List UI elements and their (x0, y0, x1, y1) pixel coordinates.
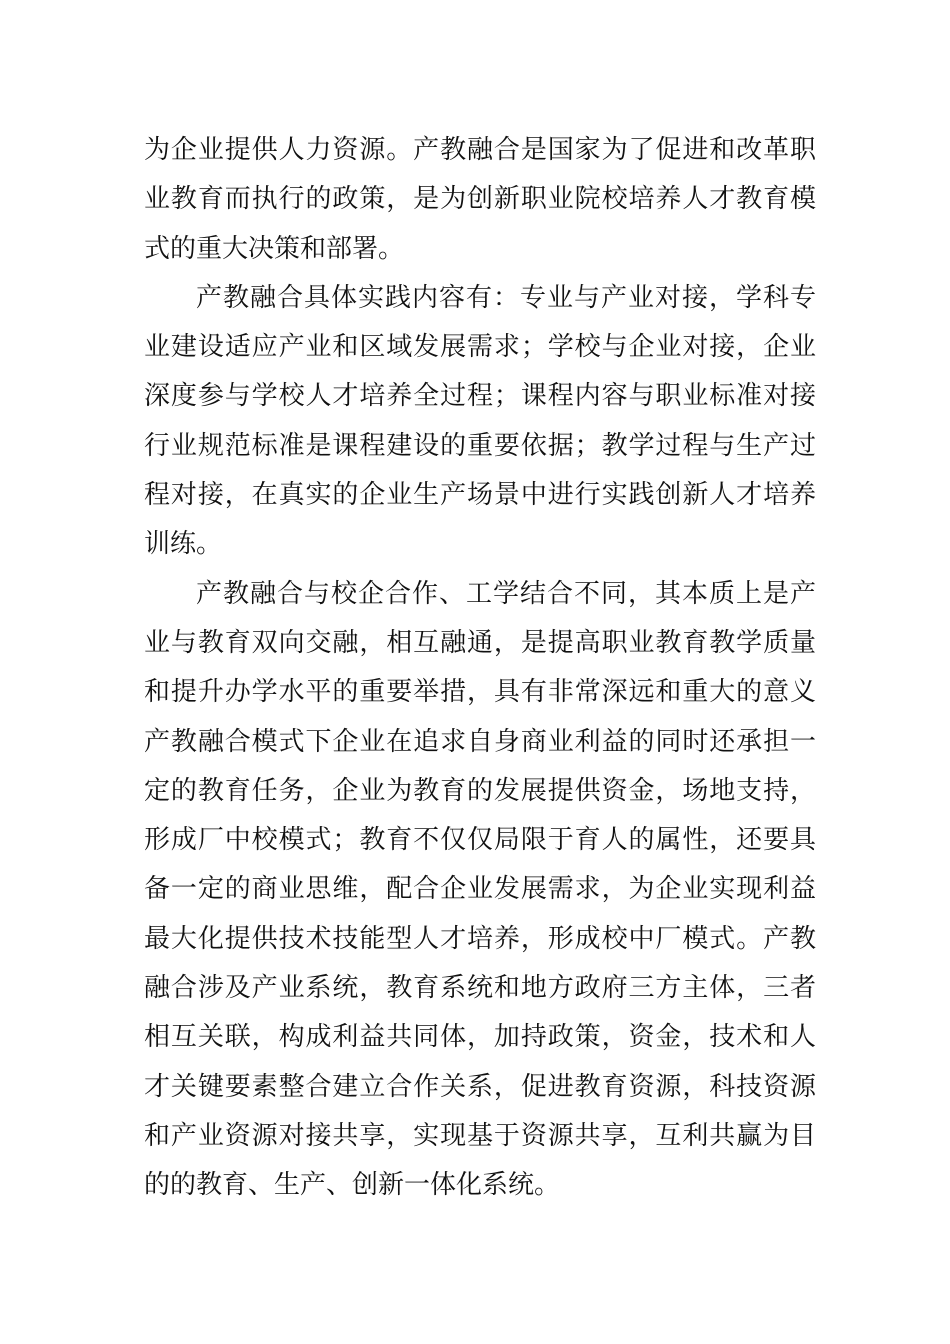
text-line: 业教育而执行的政策，是为创新职业院校培养人才教育模 (144, 184, 816, 215)
text-line: 行业规范标准是课程建设的重要依据；教学过程与生产过 (144, 430, 816, 461)
text-line: 形成厂中校模式；教育不仅仅局限于育人的属性，还要具 (144, 825, 816, 856)
text-line: 定的教育任务，企业为教育的发展提供资金，场地支持， (144, 775, 816, 806)
paragraph (144, 126, 816, 274)
text-line: 产教融合与校企合作、工学结合不同，其本质上是产 (196, 578, 816, 609)
paragraph (144, 274, 816, 570)
document-body (144, 126, 816, 1211)
text-line: 业与教育双向交融，相互融通，是提高职业教育教学质量 (144, 627, 816, 658)
text-line: 融合涉及产业系统，教育系统和地方政府三方主体，三者 (144, 973, 816, 1004)
text-line: 产教融合模式下企业在追求自身商业利益的同时还承担一 (144, 726, 816, 757)
text-line: 程对接，在真实的企业生产场景中进行实践创新人才培养 (144, 480, 816, 511)
paragraph (144, 570, 816, 1211)
text-line: 最大化提供技术技能型人才培养，形成校中厂模式。产教 (144, 923, 816, 954)
text-line: 才关键要素整合建立合作关系，促进教育资源，科技资源 (144, 1071, 816, 1102)
text-line: 相互关联，构成利益共同体，加持政策，资金，技术和人 (144, 1022, 816, 1053)
text-line: 训练。 (144, 529, 223, 560)
text-line: 和提升办学水平的重要举措，具有非常深远和重大的意义 (144, 677, 816, 708)
text-line: 业建设适应产业和区域发展需求；学校与企业对接，企业 (144, 332, 816, 363)
text-line: 深度参与学校人才培养全过程；课程内容与职业标准对接 (144, 381, 816, 412)
text-line: 式的重大决策和部署。 (144, 233, 405, 264)
text-line: 和产业资源对接共享，实现基于资源共享，互利共赢为目 (144, 1120, 816, 1151)
text-line: 产教融合具体实践内容有：专业与产业对接，学科专 (196, 282, 816, 313)
text-line: 备一定的商业思维，配合企业发展需求，为企业实现利益 (144, 874, 816, 905)
text-line: 为企业提供人力资源。产教融合是国家为了促进和改革职 (144, 135, 816, 165)
text-line: 的的教育、生产、创新一体化系统。 (144, 1170, 561, 1201)
